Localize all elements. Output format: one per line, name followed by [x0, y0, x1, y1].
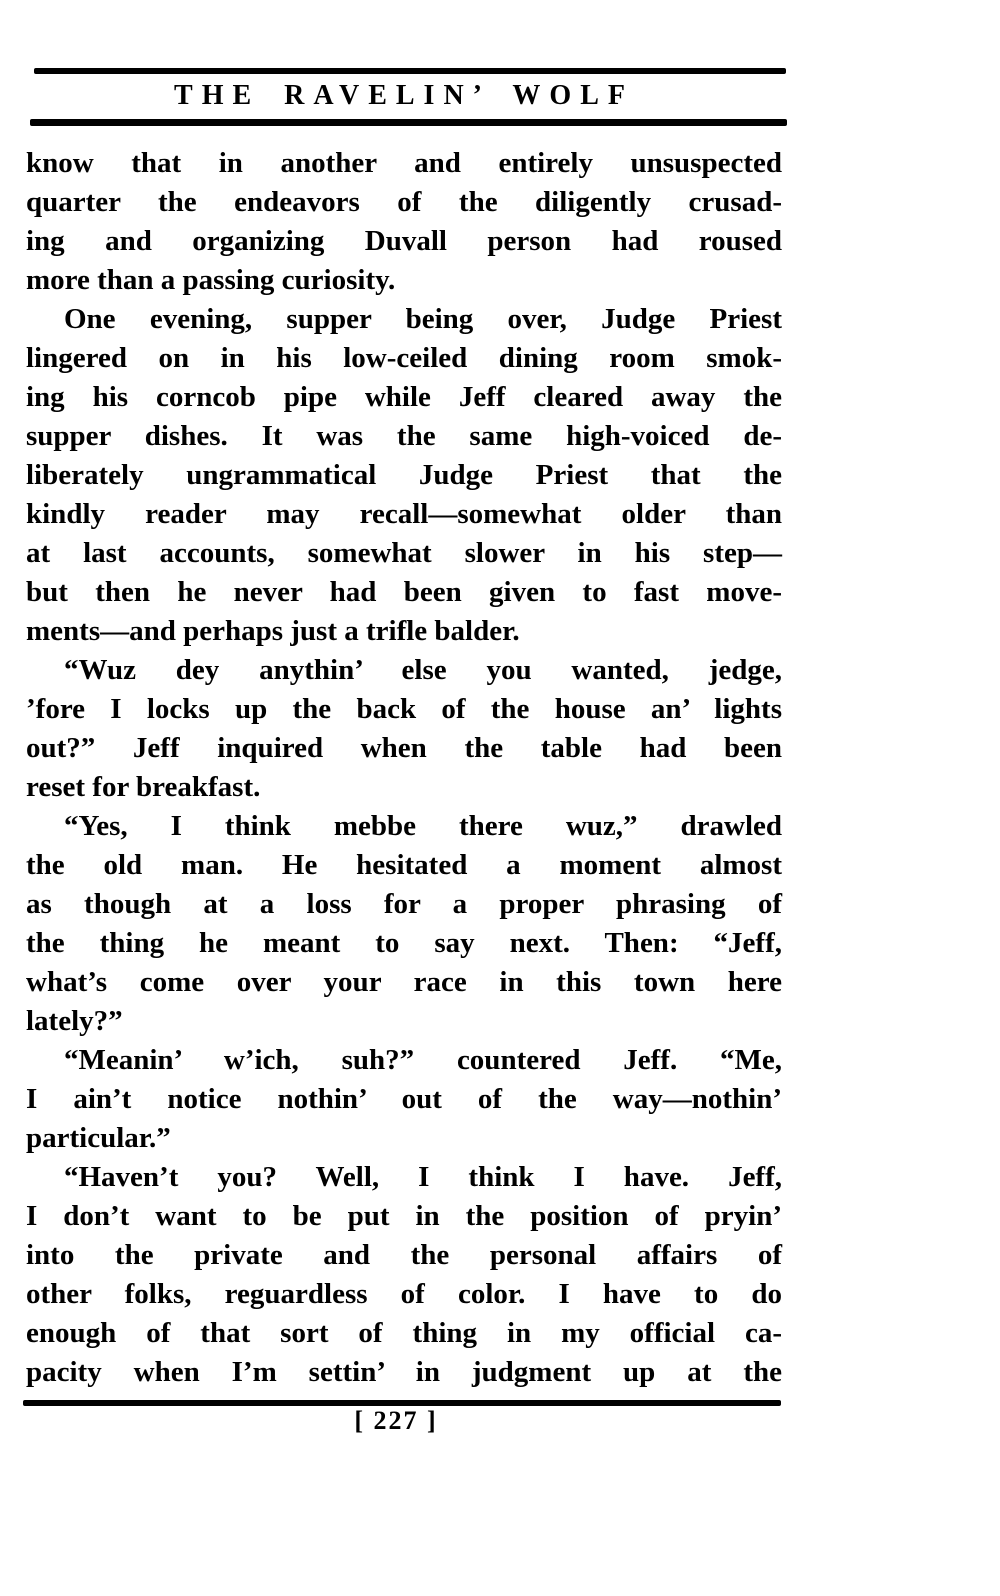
header-rule-top [34, 68, 786, 74]
text-line: “Meanin’ w’ich, suh?” countered Jeff. “Me, [64, 1044, 782, 1076]
text-line: I ain’t notice nothin’ out of the way—nothin’ [26, 1083, 782, 1115]
text-line: quarter the endeavors of the diligently crusad- [26, 186, 782, 218]
text-line: lingered on in his low-ceiled dining room smok- [26, 342, 782, 374]
text-line: pacity when I’m settin’ in judgment up at the [26, 1356, 782, 1388]
text-line: supper dishes. It was the same high-voiced de- [26, 420, 782, 452]
text-line: know that in another and entirely unsuspected [26, 147, 782, 179]
text-line: kindly reader may recall—somewhat older than [26, 498, 782, 530]
text-line: the thing he meant to say next. Then: “Jeff, [26, 927, 782, 959]
text-line: “Yes, I think mebbe there wuz,” drawled [64, 810, 782, 842]
text-line: “Haven’t you? Well, I think I have. Jeff, [64, 1161, 782, 1193]
text-line: the old man. He hesitated a moment almost [26, 849, 782, 881]
text-line: enough of that sort of thing in my official ca- [26, 1317, 782, 1349]
text-line: I don’t want to be put in the position of pryin’ [26, 1200, 782, 1232]
text-line: reset for breakfast. [26, 771, 261, 803]
text-line: out?” Jeff inquired when the table had been [26, 732, 782, 764]
text-line: ’fore I locks up the back of the house an’ lights [26, 693, 782, 725]
text-line: liberately ungrammatical Judge Priest that the [26, 459, 782, 491]
text-line: what’s come over your race in this town here [26, 966, 782, 998]
text-line: ing and organizing Duvall person had roused [26, 225, 782, 257]
page-body [26, 144, 782, 1392]
header-rule-bottom [30, 119, 787, 126]
text-line: “Wuz dey anythin’ else you wanted, jedge, [64, 654, 782, 686]
text-line: lately?” [26, 1005, 123, 1037]
text-line: as though at a loss for a proper phrasing of [26, 888, 782, 920]
text-line: into the private and the personal affairs of [26, 1239, 782, 1271]
text-line: other folks, reguardless of color. I have to do [26, 1278, 782, 1310]
running-head-title: THE RAVELIN’ WOLF [174, 80, 634, 111]
text-line: One evening, supper being over, Judge Priest [64, 303, 782, 335]
text-line: ments—and perhaps just a trifle balder. [26, 615, 520, 647]
text-line: at last accounts, somewhat slower in his step— [26, 537, 782, 569]
page-number: [ 227 ] [354, 1406, 438, 1435]
text-line: more than a passing curiosity. [26, 264, 396, 296]
text-line: ing his corncob pipe while Jeff cleared away the [26, 381, 782, 413]
text-line: but then he never had been given to fast move- [26, 576, 782, 608]
text-line: particular.” [26, 1122, 171, 1154]
